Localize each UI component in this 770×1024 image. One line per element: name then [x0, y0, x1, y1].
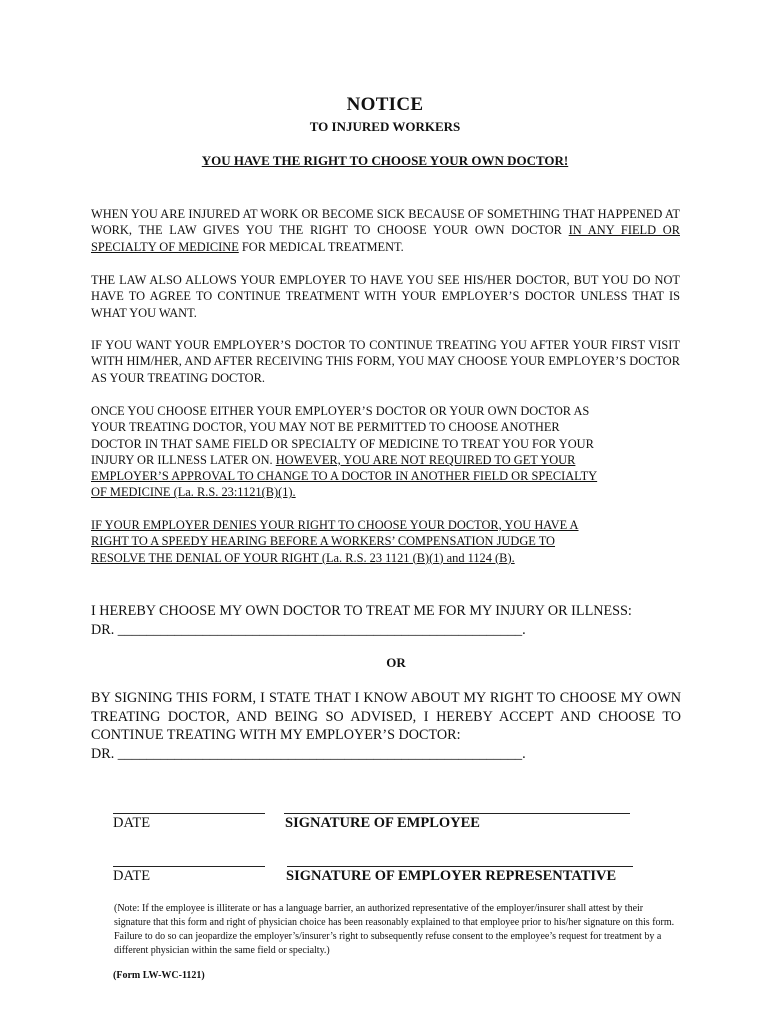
underlined-phrase: HOWEVER, YOU ARE NOT REQUIRED TO GET YOUR — [275, 452, 576, 467]
or-separator: OR — [386, 655, 406, 670]
own-doctor-choice — [91, 602, 681, 639]
paragraph-line: YOUR TREATING DOCTOR, YOU MAY NOT BE PERMITTED TO CHOOSE ANOTHER — [91, 420, 560, 435]
date-line-employee[interactable] — [113, 813, 265, 814]
form-number: (Form LW-WC-1121) — [113, 970, 205, 981]
rights-headline: YOU HAVE THE RIGHT TO CHOOSE YOUR OWN DOCTOR! — [201, 153, 569, 168]
paragraph-line: EMPLOYER’S APPROVAL TO CHANGE TO A DOCTOR IN ANOTHER FIELD OR SPECIALTY — [91, 469, 598, 484]
paragraph-right-to-choose — [91, 206, 680, 255]
paragraph-line: DOCTOR IN THAT SAME FIELD OR SPECIALTY OF MEDICINE TO TREAT YOU FOR YOUR — [91, 436, 594, 451]
date-label-employer: DATE — [113, 868, 151, 884]
paragraph-line: OF MEDICINE (La. R.S. 23:1121(B)(1). — [91, 485, 296, 500]
paragraph-tail: FOR MEDICAL TREATMENT. — [238, 239, 404, 254]
illiteracy-note: (Note: If the employee is illiterate or has a language barrier, an authorized representative of the employer/insurer shall attest by their signature that this form and right of physician choice has been reasonably explained to that employee prior to his/her signature on this form. Failure to do so can jeopardize the employer’s/insurer’s right to subsequently refuse consent to the employee’s request for treatment by a different physician within the same field or specialty.) — [114, 903, 675, 956]
employer-doctor-statement: BY SIGNING THIS FORM, I STATE THAT I KNOW ABOUT MY RIGHT TO CHOOSE MY OWN TREATING DOCTOR, AND BEING SO ADVISED, I HEREBY ACCEPT AND CHOOSE TO CONTINUE TREATING WITH MY EMPLOYER’S DOCTOR: — [91, 690, 681, 743]
paragraph-text: WHEN YOU ARE INJURED AT WORK OR BECOME SICK BECAUSE OF SOMETHING THAT HAPPENED AT WORK, THE LAW GIVES YOU THE RIGHT TO CHOOSE YOUR OWN DOCTOR — [91, 207, 680, 238]
paragraph-line: RESOLVE THE DENIAL OF YOUR RIGHT (La. R.S. 23 1121 (B)(1) and 1124 (B). — [91, 550, 515, 565]
signature-line-employer-representative[interactable] — [287, 866, 633, 867]
paragraph-text: INJURY OR ILLNESS LATER ON. — [91, 452, 276, 467]
own-doctor-statement: I HEREBY CHOOSE MY OWN DOCTOR TO TREAT ME FOR MY INJURY OR ILLNESS: — [91, 603, 632, 619]
paragraph-line: RIGHT TO A SPEEDY HEARING BEFORE A WORKERS’ COMPENSATION JUDGE TO — [91, 534, 556, 549]
own-doctor-name-field[interactable]: DR. _________________________________________________________. — [91, 621, 526, 638]
page-subtitle: TO INJURED WORKERS — [309, 119, 461, 134]
signature-label-employer-representative: SIGNATURE OF EMPLOYER REPRESENTATIVE — [286, 868, 617, 884]
paragraph-line: IF YOUR EMPLOYER DENIES YOUR RIGHT TO CHOOSE YOUR DOCTOR, YOU HAVE A — [91, 518, 579, 532]
paragraph-line: ONCE YOU CHOOSE EITHER YOUR EMPLOYER’S DOCTOR OR YOUR OWN DOCTOR AS — [91, 404, 590, 418]
date-label-employee: DATE — [113, 815, 151, 831]
signature-line-employee[interactable] — [284, 813, 630, 814]
paragraph-speedy-hearing — [91, 517, 579, 566]
employer-doctor-name-field[interactable]: DR. _________________________________________________________. — [91, 745, 526, 762]
paragraph-once-you-choose — [91, 403, 597, 501]
underlined-phrase: IN ANY FIELD OR SPECIALTY OF MEDICINE — [91, 223, 680, 254]
date-line-employer[interactable] — [113, 866, 265, 867]
paragraph-line — [91, 452, 597, 468]
employer-doctor-choice — [91, 689, 681, 763]
page-title: NOTICE — [346, 94, 424, 115]
paragraph-continue-treatment: IF YOU WANT YOUR EMPLOYER’S DOCTOR TO CONTINUE TREATING YOU AFTER YOUR FIRST VISIT WITH HIM/HER, AND AFTER RECEIVING THIS FORM, YOU MAY CHOOSE YOUR EMPLOYER’S DOCTOR AS YOUR TREATING DOCTOR. — [91, 338, 680, 385]
paragraph-employer-doctor: THE LAW ALSO ALLOWS YOUR EMPLOYER TO HAVE YOU SEE HIS/HER DOCTOR, BUT YOU DO NOT HAVE TO AGREE TO CONTINUE TREATMENT WITH YOUR EMPLOYER’S DOCTOR UNLESS THAT IS WHAT YOU WANT. — [91, 273, 680, 320]
signature-label-employee: SIGNATURE OF EMPLOYEE — [285, 815, 480, 831]
